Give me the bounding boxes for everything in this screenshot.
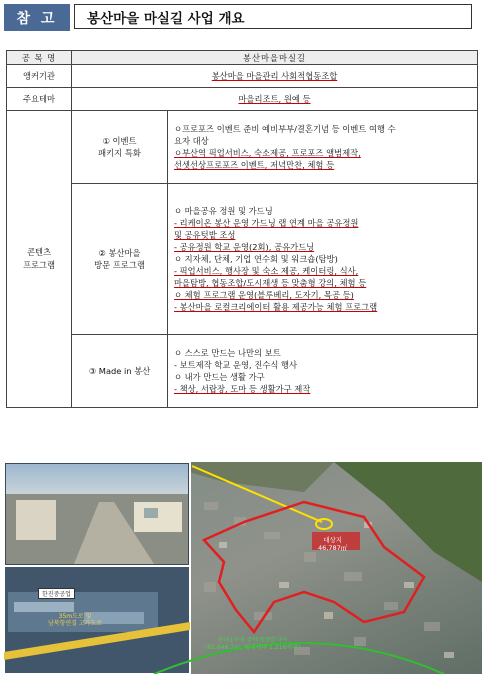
- detail-line: ㅇ 체험 프로그램 운영(블루베리, 도자기, 목공 등): [174, 290, 354, 301]
- header: [4, 4, 474, 31]
- project-overview-table: [6, 50, 478, 408]
- detail-line: - 리케이온 봉산 운영 가드닝 랩 연계 마을 공유정원: [174, 217, 359, 228]
- project-name-value: 봉산마을마실길: [72, 51, 478, 65]
- program-3-name: ③ Made in 봉산: [72, 335, 168, 408]
- redevelopment-label: 봉래1구역 주택재개발지역 (62,648.7㎡, 세대세대 1,216세대): [205, 637, 301, 652]
- detail-line: 선셋선상프로포즈 이벤트, 저녁만찬, 체험 등: [174, 160, 335, 171]
- org-label: 앵커기관: [7, 65, 72, 88]
- site-label: 대상지 46,787㎡: [318, 536, 348, 553]
- content-program-label: 콘텐츠 프로그램: [7, 111, 72, 408]
- program-3-details: [168, 335, 478, 408]
- detail-line: - 보트제작 학교 운영, 진수식 행사: [174, 359, 298, 370]
- detail-line: 마을탐방, 협동조합/도시재생 등 맞춤형 강의, 체험 등: [174, 278, 367, 289]
- detail-line: ㅇ프로포즈 이벤트 준비 예비부부/결혼기념 등 이벤트 여행 수: [174, 123, 396, 134]
- detail-line: ㅇ 지자체, 단체, 기업 연수회 및 워크숍(탐방): [174, 253, 338, 264]
- detail-line: - 봉산마을 로컬크리에이터 활용 제공가능 체험 프로그램: [174, 302, 378, 313]
- detail-line: - 픽업서비스, 행사장 및 숙소 제공, 케이터링, 식사,: [174, 266, 359, 276]
- program-2-name: ② 봉산마을 방문 프로그램: [72, 184, 168, 335]
- detail-line: 요자 대상: [174, 135, 209, 146]
- detail-line: ㅇ부산역 픽업서비스, 숙소제공, 프로포즈 앨범제작,: [174, 148, 361, 158]
- factory-label: 한진중공업: [38, 588, 75, 599]
- reference-tag: 참 고: [4, 4, 70, 31]
- road-label: 35m도로 및 남북항연결 고가도로: [48, 613, 103, 628]
- detail-line: 및 공유텃밭 조성: [174, 229, 236, 240]
- program-2-details: [168, 184, 478, 335]
- detail-line: ㅇ 스스로 만드는 나만의 보트: [174, 347, 281, 358]
- detail-line: ㅇ 내가 만드는 생활 가구: [174, 372, 265, 382]
- project-name-label: 공 목 명: [7, 51, 72, 65]
- org-value: 봉산마을 마을관리 사회적협동조합: [72, 65, 478, 88]
- detail-line: - 공유정원 학교 운영(2회), 공유가드닝: [174, 241, 315, 252]
- program-1-name: ① 이벤트 패키지 특화: [72, 111, 168, 184]
- theme-value: 마을리조트, 원예 등: [72, 88, 478, 111]
- page-title: 봉산마을 마실길 사업 개요: [74, 4, 472, 29]
- program-1-details: [168, 111, 478, 184]
- detail-line: - 책상, 서랍장, 도마 등 생활가구 제작: [174, 384, 311, 395]
- theme-label: 주요테마: [7, 88, 72, 111]
- detail-line: ㅇ 마을공유 정원 및 가드닝: [174, 205, 273, 216]
